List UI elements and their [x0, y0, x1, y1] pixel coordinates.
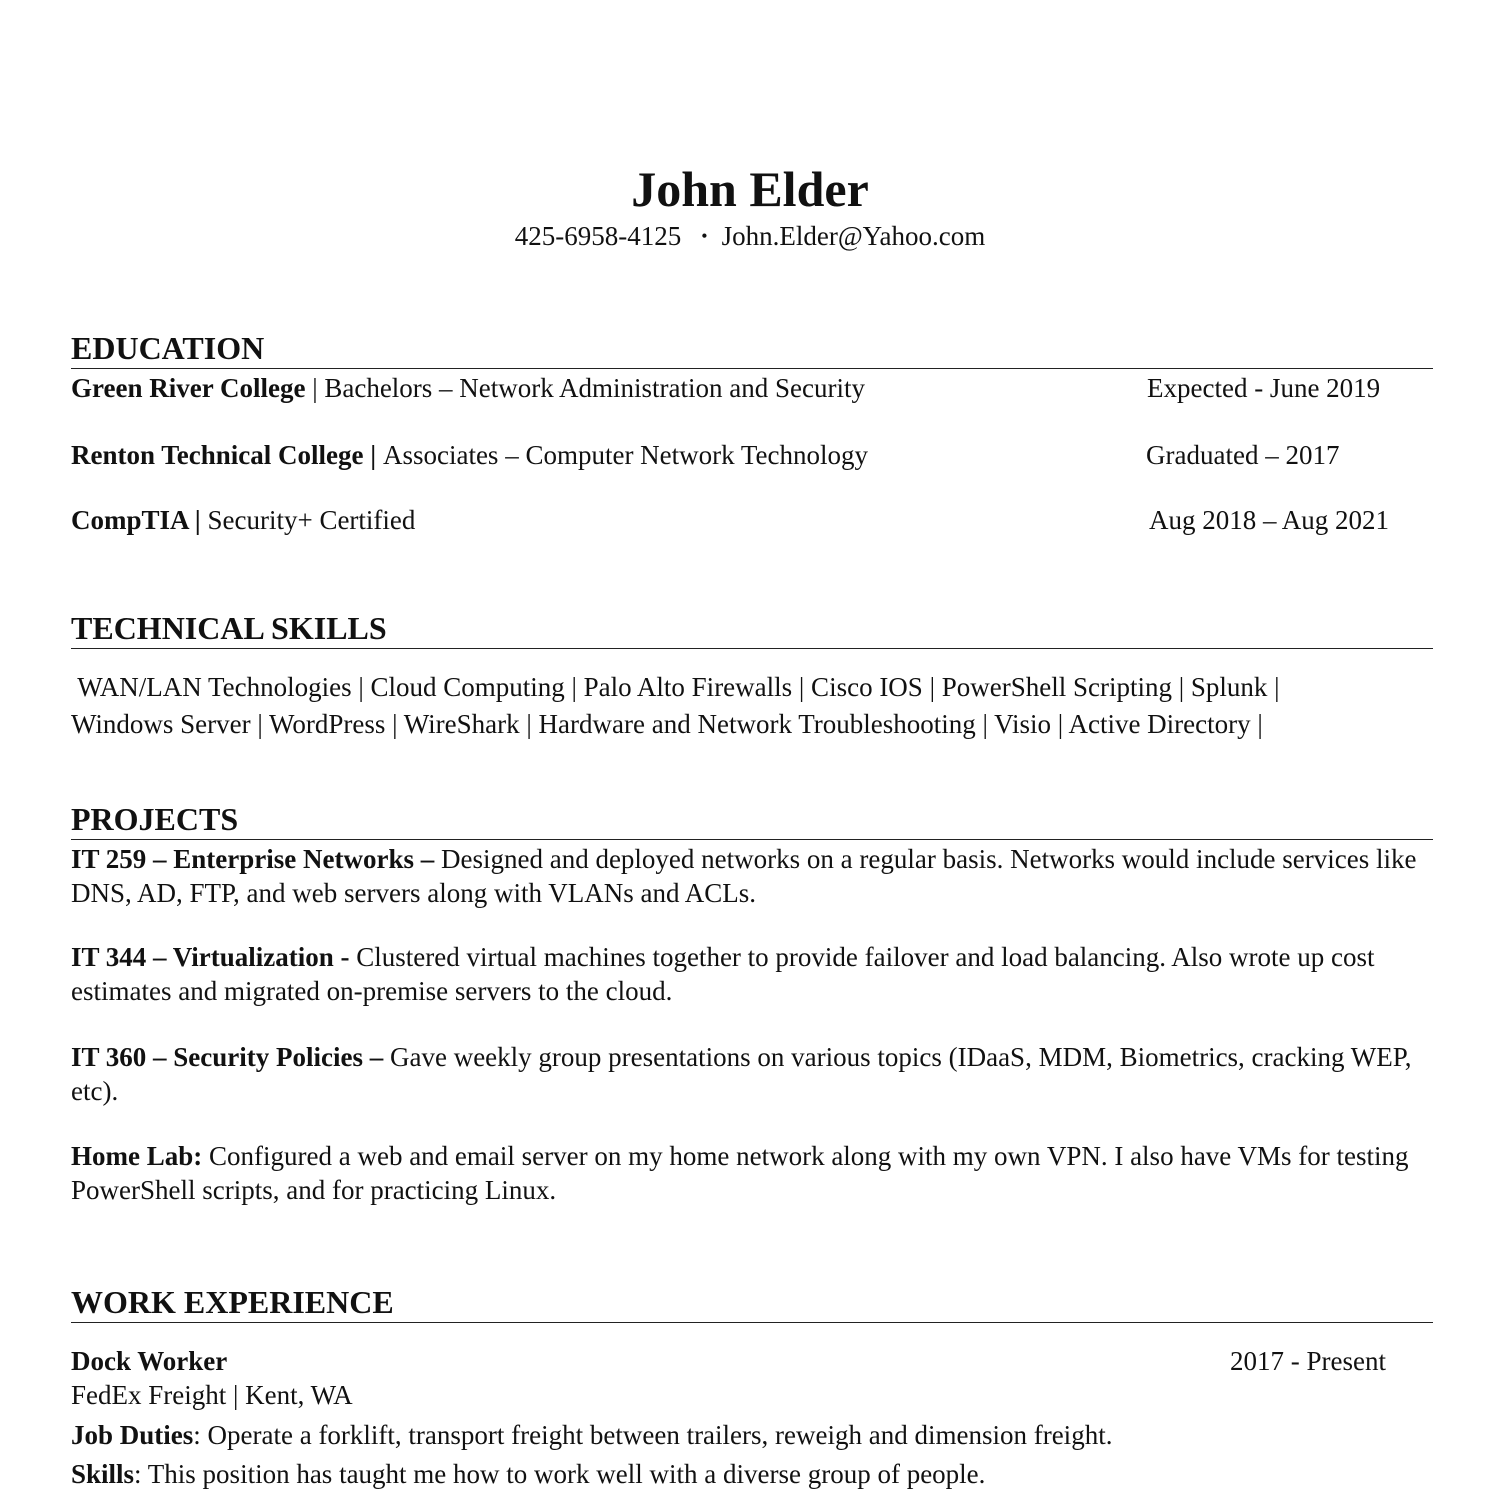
- job-date: 2017 - Present: [1230, 1346, 1386, 1376]
- job-duties: [71, 1418, 1433, 1452]
- skills-line: Windows Server | WordPress | WireShark | Hardware and Network Troubleshooting | Visio | Active Directory |: [71, 709, 1263, 739]
- work-heading: WORK EXPERIENCE: [71, 1284, 1433, 1323]
- project-item: [71, 842, 1433, 910]
- phone-number: 425-6958-4125: [514, 221, 682, 251]
- projects-heading: PROJECTS: [71, 801, 1433, 840]
- education-heading: EDUCATION: [71, 330, 1433, 369]
- company-location: FedEx Freight | Kent, WA: [71, 1380, 353, 1410]
- school-name: Green River College: [71, 373, 306, 403]
- skills-line: WAN/LAN Technologies | Cloud Computing | Palo Alto Firewalls | Cisco IOS | PowerShell Scripting | Splunk |: [71, 672, 1280, 702]
- project-description: Designed and deployed networks on a regular basis. Networks would include services like DNS, AD, FTP, and web servers along with VLANs and ACLs.: [71, 844, 1417, 908]
- separator: |: [363, 440, 383, 470]
- project-item: [71, 1040, 1433, 1108]
- project-description: Clustered virtual machines together to provide failover and load balancing. Also wrote up cost estimates and migrated on-premise servers to the cloud.: [71, 942, 1375, 1006]
- degree: Security+ Certified: [207, 505, 416, 535]
- school-name: CompTIA: [71, 505, 189, 535]
- separator: |: [305, 373, 325, 403]
- education-date: Aug 2018 – Aug 2021: [1149, 505, 1390, 535]
- project-item: [71, 1139, 1433, 1207]
- project-label: IT 259 – Enterprise Networks –: [71, 844, 435, 874]
- project-item: [71, 940, 1433, 1008]
- project-description: Configured a web and email server on my home network along with my own VPN. I also have VMs for testing PowerShell scripts, and for practicing Linux.: [71, 1141, 1409, 1205]
- email-address: John.Elder@Yahoo.com: [721, 221, 986, 251]
- skills-heading: TECHNICAL SKILLS: [71, 610, 1433, 649]
- education-date: Graduated – 2017: [1146, 440, 1340, 470]
- duties-text: : Operate a forklift, transport freight between trailers, reweigh and dimension freight.: [193, 1420, 1113, 1450]
- job-skills: [71, 1457, 1433, 1491]
- duties-label: Job Duties: [71, 1420, 194, 1450]
- project-label: Home Lab:: [71, 1141, 203, 1171]
- school-name: Renton Technical College: [71, 440, 364, 470]
- skills-label: Skills: [71, 1459, 135, 1489]
- degree: Bachelors – Network Administration and Security: [324, 373, 865, 403]
- education-date: Expected - June 2019: [1147, 373, 1381, 403]
- skills-text: : This position has taught me how to work well with a diverse group of people.: [134, 1459, 986, 1489]
- project-label: IT 360 – Security Policies –: [71, 1042, 384, 1072]
- bullet-separator: •: [701, 226, 708, 246]
- contact-line: [0, 220, 1500, 255]
- project-label: IT 344 – Virtualization -: [71, 942, 350, 972]
- job-title: Dock Worker: [71, 1346, 228, 1376]
- degree: Associates – Computer Network Technology: [382, 440, 868, 470]
- separator: |: [188, 505, 208, 535]
- candidate-name: John Elder: [631, 161, 869, 217]
- project-description: Gave weekly group presentations on various topics (IDaaS, MDM, Biometrics, cracking WEP, etc).: [71, 1042, 1412, 1106]
